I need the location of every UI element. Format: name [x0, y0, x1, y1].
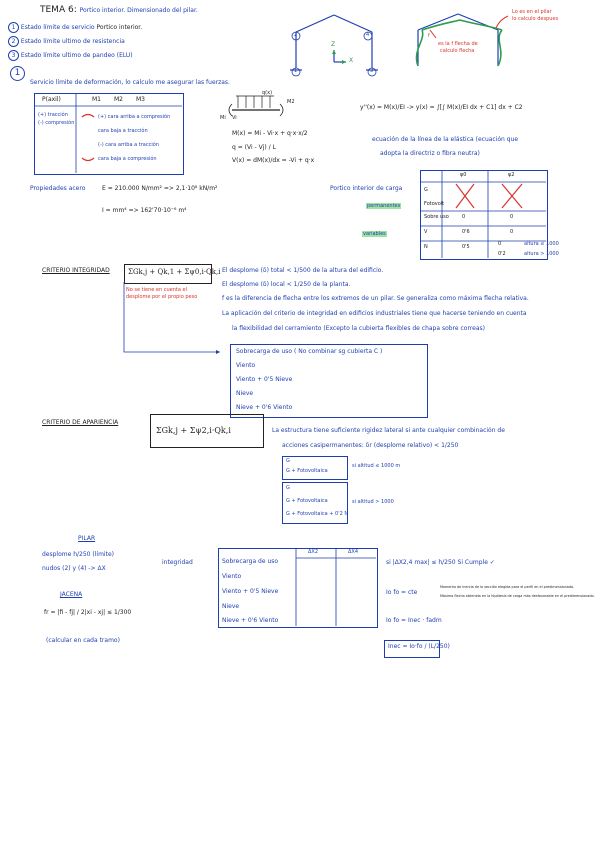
variables-text: variables — [363, 231, 386, 237]
elastic-note: ecuación de la línea de la elástica (ecuación que — [372, 136, 519, 143]
node-2-label: 2 — [294, 32, 298, 38]
pilar-displacement: desplome h/250 (límite) — [42, 551, 114, 558]
appearance-combo: G + Fotovoltaica — [286, 468, 328, 474]
pilar-combo: Viento + 0'5 Nieve — [222, 588, 279, 595]
jacena-label: JACENA — [60, 591, 83, 598]
load-row-name: N — [424, 244, 428, 250]
title-text: TEMA 6: — [40, 5, 77, 15]
frame-note-2: lo calculo despues — [512, 16, 559, 22]
node-4-label: 4 — [366, 32, 370, 38]
appearance-combo: G + Fotovoltaica — [286, 498, 328, 504]
load-row-name: Sobre uso — [424, 214, 449, 220]
frame-note-f: f — [428, 33, 430, 39]
pilar-combo: Nieve + 0'6 Viento — [222, 617, 279, 624]
appearance-label: CRITERIO DE APARIENCIA — [42, 419, 119, 426]
integrity-point: la flexibilidad del cerramiento (Excepto la cubierta flexibles de chapa sobre correas) — [232, 325, 485, 332]
load-row-name: Fotovolt — [424, 201, 445, 207]
altitude-2: altura > 1000 — [524, 251, 559, 257]
altitude-1: altura ≤ 1000 — [524, 241, 559, 247]
psi0-header: ψ0 — [460, 172, 467, 178]
state-number: 1 — [8, 22, 19, 33]
table-header-m3: M3 — [136, 96, 145, 103]
appearance-combo: G + Fotovoltaica + 0'2 N — [286, 511, 349, 517]
table-cell: (-) cara arriba a tracción — [98, 142, 159, 148]
pilar-combo: Sobrecarga de uso — [222, 558, 279, 565]
load-row-name: V — [424, 229, 428, 235]
inertia-value: I = mm⁴ => 162'70·10⁻⁶ m⁴ — [102, 207, 187, 214]
load-cell: 0'2 — [498, 251, 506, 257]
deflection-equation: y''(x) = M(x)/EI -> y(x) = ∫[∫ M(x)/EI dx + C1] dx + C2 — [360, 104, 523, 111]
node-3-label: 3 — [370, 68, 374, 74]
beam-vi-label: Vi — [232, 115, 237, 121]
pilar-combo: Viento — [222, 573, 242, 580]
jacena-note: (calcular en cada tramo) — [46, 637, 120, 644]
state-note: Portico interior. — [96, 24, 143, 31]
axis-x-label: X — [349, 57, 354, 64]
integrity-combo: Nieve + 0'6 Viento — [236, 404, 293, 411]
integrity-combo: Nieve — [236, 390, 254, 397]
axis-z-label: Z — [331, 41, 336, 48]
state-text: Estado límite de servicio — [20, 24, 95, 31]
load-equation: q = (Vi - Vj) / L — [232, 144, 276, 151]
table-cell: (+) cara arriba a compresión — [98, 114, 171, 120]
table-header-m2: M2 — [114, 96, 123, 103]
load-cell: 0 — [498, 241, 502, 247]
table-header-m1: M1 — [92, 96, 101, 103]
beam-mi-label: Mi — [220, 115, 226, 121]
state-text: Estado límite ultimo de pandeo (ELU) — [20, 52, 133, 59]
table-row-traccion: (+) tracción — [38, 112, 68, 118]
pilar-label: PILAR — [78, 535, 96, 542]
properties-label: Propiedades acero — [30, 185, 86, 192]
table-header-axial: P(axil) — [42, 96, 61, 103]
integrity-point: El desplome (δ) total < 1/500 de la altura del edificio. — [222, 267, 384, 274]
integrity-label: CRITERIO INTEGRIDAD — [42, 267, 110, 274]
integrity-formula: ΣGk,j + Qk,1 + Σψ0,i·Qk,i — [128, 268, 221, 276]
section-number: 1 — [10, 66, 25, 81]
pilar-nodes: nudos (2) y (4) -> ΔX — [42, 565, 106, 572]
table-cell: cara baja a tracción — [98, 128, 148, 134]
pilar-col-header: ΔX4 — [348, 549, 359, 555]
integrity-note: No se tiene en cuenta el — [126, 287, 187, 293]
beam-load-label: q(x) — [262, 90, 273, 96]
load-cell: 0 — [510, 229, 514, 235]
frame-note-1: Lo es en el pilar — [512, 9, 552, 15]
permanentes-text: permanentes — [367, 203, 401, 209]
integrity-point: El desplome (δ) local < 1/250 de la planta. — [222, 281, 351, 288]
integrity-combo: Viento — [236, 362, 256, 369]
state-text: Estado límite ultimo de resistencia — [20, 38, 125, 45]
load-cell: 0'5 — [462, 244, 470, 250]
pilar-col-header: ΔX2 — [308, 549, 319, 555]
state-number: 3 — [8, 50, 19, 61]
pilar-fo-note: Máxima flecha obtenida en la hipótesis de carga más desfavorable en el predimensionado. — [440, 594, 595, 598]
load-cell: 0'6 — [462, 229, 470, 235]
pilar-combo: Nieve — [222, 603, 240, 610]
section-1-intro: Servicio límite de deformación, lo calculo me asegurar las fuerzas. — [30, 79, 230, 86]
integrity-combo: Viento + 0'5 Nieve — [236, 376, 293, 383]
young-modulus: E = 210.000 N/mm² => 2,1·10⁸ kN/m² — [102, 185, 218, 192]
node-1-label: 1 — [294, 68, 298, 74]
frame-note-3: es la f flecha de — [438, 41, 478, 47]
appearance-combo: G — [286, 458, 290, 464]
appearance-formula: ΣGk,j + Σψ2,i·Qk,i — [156, 426, 231, 435]
pilar-io-note: Momento de inercia de la sección elegida para el perfil en el predimensionado. — [440, 585, 575, 589]
jacena-formula: fr = |fi - fj| / 2|xi - xj| ≤ 1/300 — [44, 609, 132, 616]
load-cell: 0 — [462, 214, 466, 220]
appearance-combo: G — [286, 485, 290, 491]
psi2-header: ψ2 — [508, 172, 515, 178]
shear-equation: V(x) = dM(x)/dx = -Vi + q·x — [232, 157, 315, 164]
pilar-inec: Inec = Io·fo / (L/250) — [388, 643, 450, 650]
elastic-note: adopta la directriz o fibra neutra) — [380, 150, 480, 157]
state-number: 2 — [8, 36, 19, 47]
subtitle-text: Portico interior. Dimensionado del pilar. — [79, 7, 198, 14]
moment-equation: M(x) = Mi - Vi·x + q·x·x/2 — [232, 130, 308, 137]
appearance-condition: si altitud > 1000 — [352, 499, 394, 505]
beam-moment-label: M2 — [287, 99, 295, 105]
integrity-point: La aplicación del criterio de integridad en edificios industriales tiene que hacerse teniendo en cuenta — [222, 310, 527, 317]
load-cell: 0 — [510, 214, 514, 220]
combo-text: Sobrecarga de uso ( No combinar sg cubierta C ) — [236, 348, 383, 355]
pilar-arrow-label: integridad — [162, 559, 193, 566]
load-table-label: Portico interior de carga — [330, 185, 403, 192]
frame-note-4: calculo flecha — [440, 48, 475, 54]
appearance-condition: si altitud ≤ 1000 m — [352, 463, 401, 469]
load-row-name: G — [424, 187, 428, 193]
appearance-text: La estructura tiene suficiente rigidez lateral si ante cualquier combinación de — [272, 427, 505, 434]
table-row-compresion: (-) compresión — [38, 120, 75, 126]
pilar-check: si |ΔX2,4 max| ≤ h/250 Si Cumple ✓ — [386, 559, 495, 566]
pilar-io-equation: Io fo = Inec · fadm — [386, 617, 442, 624]
table-cell: cara baja a compresión — [98, 156, 157, 162]
integrity-point: f es la diferencia de flecha entre los extremos de un pilar. Se generaliza como máxima flecha relativa. — [222, 295, 529, 302]
appearance-text: acciones casipermanentes: δr (desplome relativo) < 1/250 — [282, 442, 459, 449]
integrity-note: desplome por el propio peso — [126, 294, 198, 300]
pilar-io-fo: Io fo = cte — [386, 589, 418, 596]
